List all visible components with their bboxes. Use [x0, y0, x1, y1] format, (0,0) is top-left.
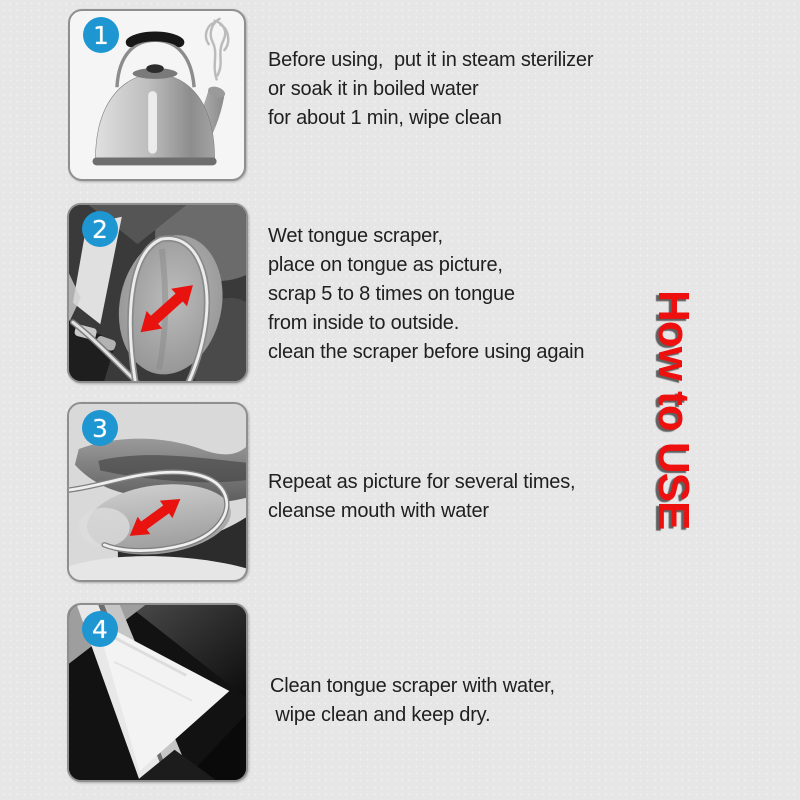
- step-number: 4: [92, 614, 108, 644]
- step-number: 3: [92, 413, 108, 443]
- instruction-line: Repeat as picture for several times,: [268, 471, 576, 493]
- step-number-badge: [82, 611, 118, 647]
- step-1-text: [268, 46, 688, 133]
- instruction-line: scrap 5 to 8 times on tongue: [268, 283, 515, 305]
- step-4-text: [270, 672, 690, 730]
- step-number-badge: [82, 211, 118, 247]
- step-4-panel: [67, 603, 248, 782]
- page-title: How to USE: [649, 290, 698, 530]
- instruction-line: place on tongue as picture,: [268, 254, 503, 276]
- instruction-line: cleanse mouth with water: [268, 500, 489, 522]
- instruction-line: wipe clean and keep dry.: [270, 704, 491, 726]
- step-number: 2: [92, 214, 108, 244]
- instruction-line: Wet tongue scraper,: [268, 225, 443, 247]
- instruction-line: Before using, put it in steam sterilizer: [268, 49, 594, 71]
- instruction-line: or soak it in boiled water: [268, 78, 479, 100]
- step-number-badge: [82, 410, 118, 446]
- instruction-line: from inside to outside.: [268, 312, 460, 334]
- step-2-text: [268, 222, 688, 367]
- step-number: 1: [93, 20, 109, 50]
- step-number-badge: [83, 17, 119, 53]
- step-1-panel: [68, 9, 246, 181]
- instruction-line: clean the scraper before using again: [268, 341, 585, 363]
- step-2-panel: [67, 203, 248, 383]
- instruction-line: Clean tongue scraper with water,: [270, 675, 555, 697]
- step-3-text: [268, 468, 688, 526]
- steam-icon: [206, 19, 228, 80]
- step-3-panel: [67, 402, 248, 582]
- instruction-line: for about 1 min, wipe clean: [268, 107, 502, 129]
